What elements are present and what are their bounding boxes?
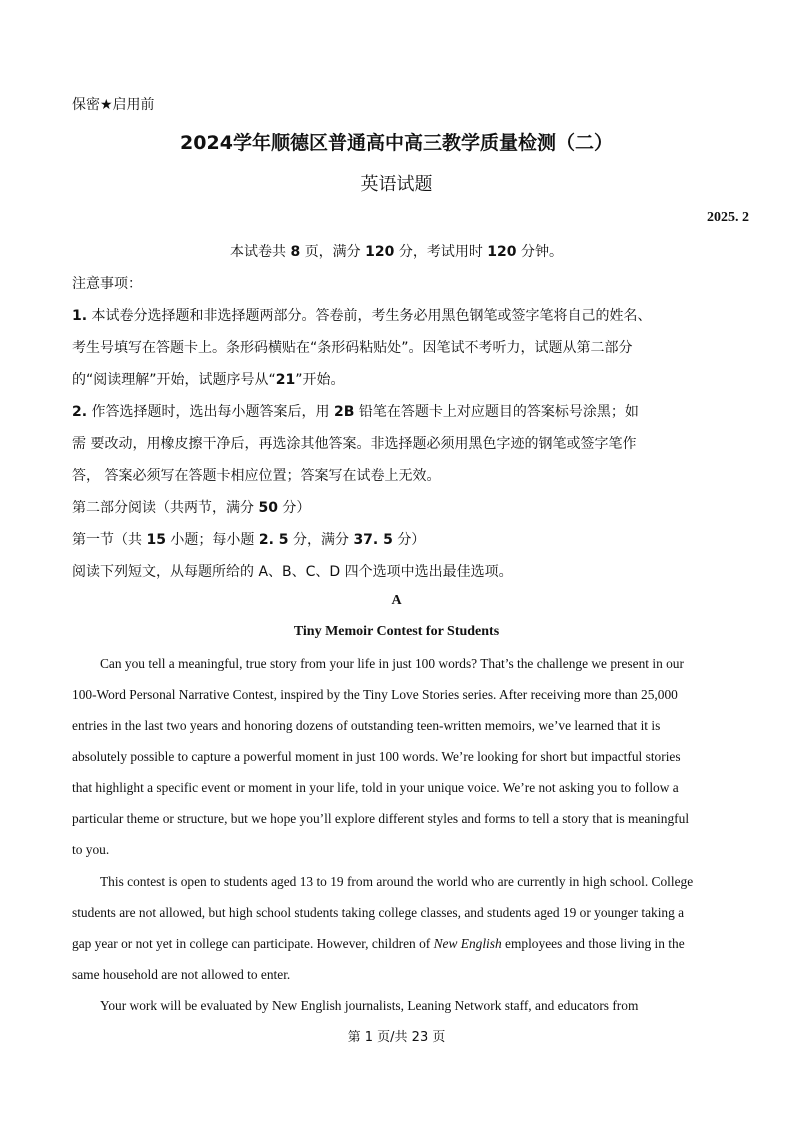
passage-line: to you.: [72, 842, 110, 857]
section-text: 分）: [282, 500, 311, 516]
exam-info: [0, 241, 793, 261]
exam-date: 2025. 2: [707, 210, 749, 225]
passage-line: entries in the last two years and honoring dozens of outstanding teen-written memoirs, we’ve learned that it is: [72, 718, 661, 733]
section-number: 50: [258, 500, 278, 516]
exam-info-text: 页，满分: [304, 244, 361, 260]
note-number: 21: [275, 372, 296, 388]
note-text: 作答选择题时，选出每小题答案后，用: [91, 404, 330, 420]
note-1-line-2: 考生号填写在答题卡上。条形码横贴在“条形码粘贴处”。因笔试不考听力，试题从第二部分: [72, 340, 633, 356]
exam-info-text: 分，考试用时: [398, 244, 483, 260]
note-text: ”开始。: [295, 372, 345, 388]
passage-line: This contest is open to students aged 13 to 19 from around the world who are currently in high school. College: [100, 874, 694, 889]
note-text: 铅笔在答题卡上对应题目的答案标号涂黑；如: [358, 404, 639, 420]
exam-info-text: 分钟。: [520, 244, 563, 260]
note-2-line-3: 答， 答案必须写在答题卡相应位置；答案写在试卷上无效。: [72, 468, 441, 484]
exam-title: [0, 128, 793, 155]
note-1-line-1: [72, 305, 652, 325]
section-text: 分，满分: [292, 532, 349, 548]
note-number: 2.: [72, 404, 88, 420]
passage-line: Can you tell a meaningful, true story from your life in just 100 words? That’s the challenge we present in our: [100, 656, 684, 671]
passage-letter: A: [391, 593, 402, 608]
subject-title: 英语试题: [360, 174, 433, 195]
passage-text: gap year or not yet in college can participate. However, children of: [72, 936, 434, 951]
exam-info-score: 120: [365, 244, 395, 260]
page-footer: 第 1 页/共 23 页: [347, 1030, 446, 1045]
section-1-heading: [72, 529, 425, 549]
exam-title-text: 学年顺德区普通高中高三教学质量检测（二）: [232, 132, 613, 154]
section-number: 37. 5: [353, 532, 393, 548]
part-2-heading: [72, 497, 310, 517]
note-number: 1.: [72, 308, 88, 324]
note-pencil: 2B: [333, 404, 355, 420]
exam-info-text: 本试卷共: [230, 244, 287, 260]
passage-title: Tiny Memoir Contest for Students: [293, 624, 500, 639]
passage-line: 100-Word Personal Narrative Contest, inspired by the Tiny Love Stories series. After receiving more than 25,000: [72, 687, 678, 702]
note-text: 本试卷分选择题和非选择题两部分。答卷前，考生务必用黑色钢笔或签字笔将自己的姓名、: [91, 308, 652, 324]
passage-line: that highlight a specific event or moment in your life, told in your unique voice. We’re not asking you to follow a: [72, 780, 679, 795]
passage-line: Your work will be evaluated by New English journalists, Leaning Network staff, and educators from: [100, 998, 639, 1013]
passage-line: particular theme or structure, but we hope you’ll explore different styles and forms to tell a story that is meaningful: [72, 811, 690, 826]
passage-line: [72, 936, 685, 952]
section-text: 小题；每小题: [170, 532, 255, 548]
passage-line: students are not allowed, but high school students taking college classes, and students aged 19 or younger taking a: [72, 905, 685, 920]
note-2-line-1: [72, 401, 639, 421]
section-text: 分）: [397, 532, 426, 548]
passage-text: employees and those living in the: [501, 936, 685, 951]
note-2-line-2: 需 要改动，用橡皮擦干净后，再选涂其他答案。非选择题必须用黑色字迹的钢笔或签字笔作: [72, 436, 637, 452]
notes-heading: 注意事项：: [72, 276, 142, 292]
note-text: 的“阅读理解”开始，试题序号从“: [72, 372, 276, 388]
passage-line: same household are not allowed to enter.: [72, 967, 291, 982]
exam-title-year: 2024: [180, 132, 233, 154]
note-1-line-3: [72, 369, 345, 389]
section-text: 第一节（共: [72, 532, 142, 548]
section-number: 15: [146, 532, 166, 548]
section-text: 第二部分阅读（共两节，满分: [72, 500, 254, 516]
confidential-label: 保密★启用前: [72, 97, 155, 113]
passage-line: absolutely possible to capture a powerful moment in just 100 words. We’re looking for short but impactful stories: [72, 749, 681, 764]
reading-instruction: 阅读下列短文，从每题所给的 A、B、C、D 四个选项中选出最佳选项。: [72, 564, 513, 580]
exam-info-time: 120: [487, 244, 517, 260]
exam-info-pages: 8: [290, 244, 301, 260]
section-number: 2. 5: [258, 532, 289, 548]
publication-name: New English: [433, 936, 502, 951]
